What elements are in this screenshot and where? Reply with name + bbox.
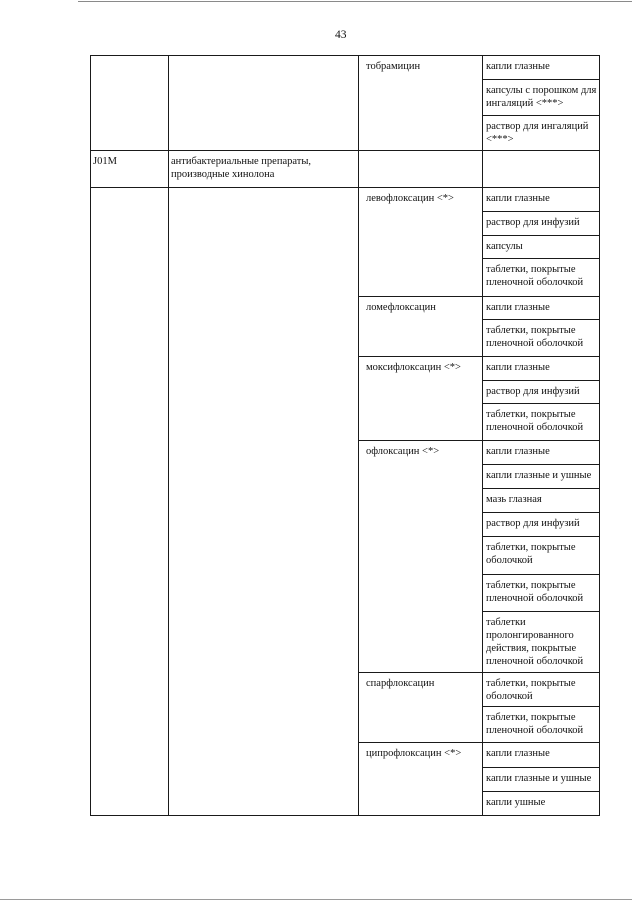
drug-name-cell: ломефлоксацин [359,297,483,357]
dosage-form-cell: мазь глазная [483,489,600,513]
dosage-form-cell: раствор для инфузий [483,513,600,537]
dosage-form-cell: капли глазные и ушные [483,768,600,792]
empty-cell [483,151,600,188]
empty-cell [169,56,359,151]
atc-code-cell: J01M [91,151,169,188]
drug-name-cell: спарфлоксацин [359,673,483,743]
drug-name-cell: офлоксацин <*> [359,441,483,673]
dosage-form-cell: таблетки, покрытые пленочной оболочкой [483,320,600,357]
drug-name-cell: моксифлоксацин <*> [359,357,483,441]
dosage-form-cell: капли глазные [483,357,600,381]
dosage-form-cell: раствор для ингаляций <***> [483,116,600,151]
drug-name-cell: ципрофлоксацин <*> [359,743,483,816]
empty-cell [359,151,483,188]
drug-name-cell: тобрамицин [359,56,483,151]
page-number: 43 [335,29,347,41]
empty-cell [91,56,169,151]
empty-cell [91,188,169,816]
drug-name-cell: левофлоксацин <*> [359,188,483,297]
dosage-form-cell: капли глазные [483,297,600,320]
dosage-form-cell: таблетки, покрытые оболочкой [483,673,600,707]
dosage-form-cell: таблетки пролонгированного действия, покрытые пленочной оболочкой [483,612,600,673]
dosage-form-cell: капли глазные [483,56,600,80]
drug-table [90,55,600,816]
dosage-form-cell: раствор для инфузий [483,212,600,236]
dosage-form-cell: таблетки, покрытые пленочной оболочкой [483,259,600,297]
dosage-form-cell: таблетки, покрытые пленочной оболочкой [483,707,600,743]
dosage-form-cell: капли глазные [483,743,600,768]
dosage-form-cell: таблетки, покрытые пленочной оболочкой [483,404,600,441]
dosage-form-cell: таблетки, покрытые пленочной оболочкой [483,575,600,612]
dosage-form-cell: раствор для инфузий [483,381,600,404]
dosage-form-cell: капли ушные [483,792,600,816]
scan-edge-top [78,1,632,2]
empty-cell [169,188,359,816]
dosage-form-cell: капсулы с порошком для ингаляций <***> [483,80,600,116]
dosage-form-cell: капли глазные [483,441,600,465]
scan-edge-bottom [0,899,632,900]
dosage-form-cell: капсулы [483,236,600,259]
dosage-form-cell: таблетки, покрытые оболочкой [483,537,600,575]
dosage-form-cell: капли глазные и ушные [483,465,600,489]
group-name-cell: антибактериальные препараты, производные хинолона [169,151,359,188]
dosage-form-cell: капли глазные [483,188,600,212]
